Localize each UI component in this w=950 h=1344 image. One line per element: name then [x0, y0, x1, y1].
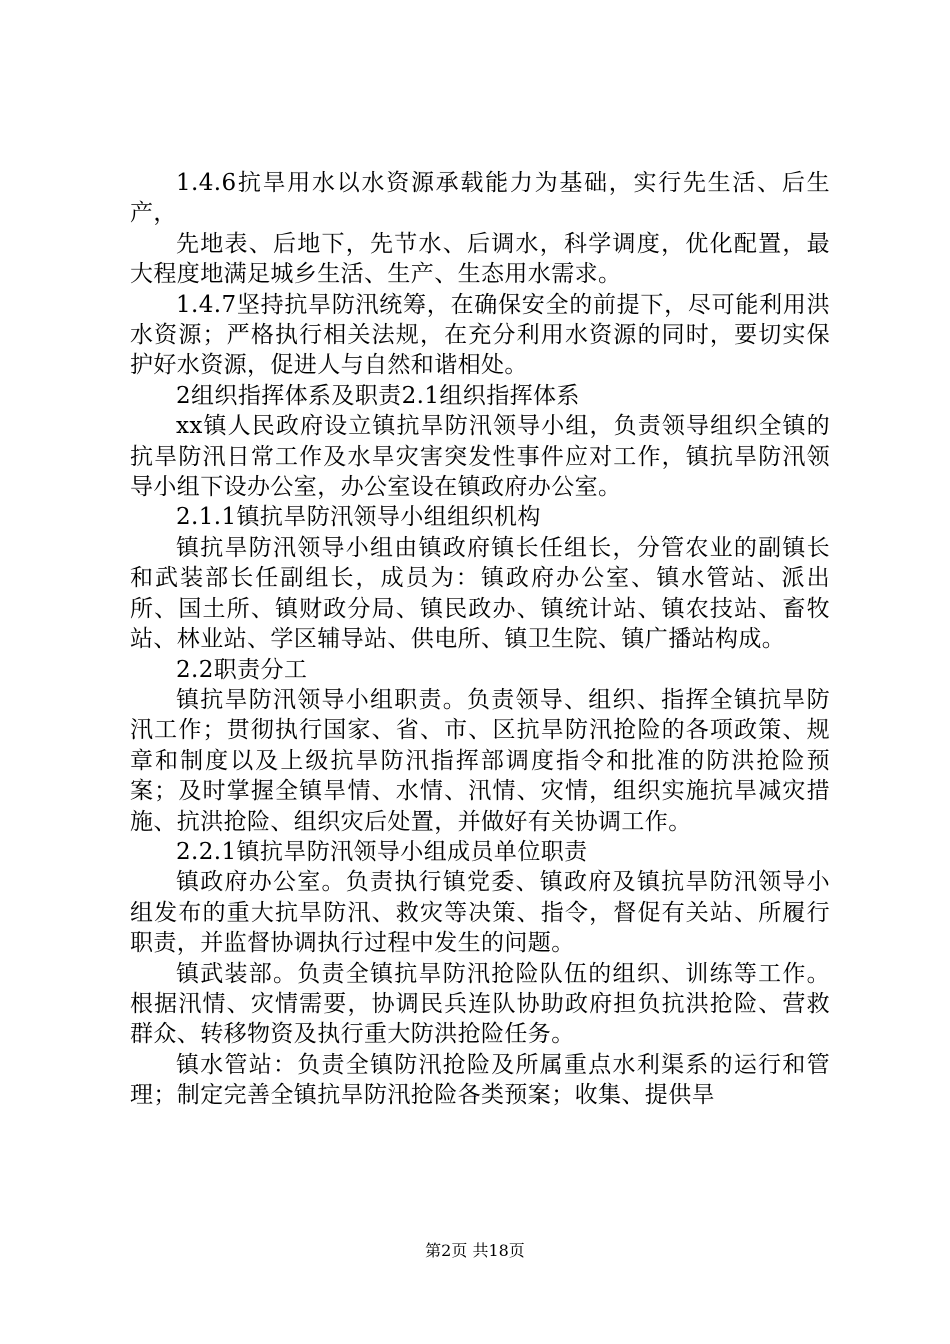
paragraph-9: 镇抗旱防汛领导小组职责。负责领导、组织、指挥全镇抗旱防汛工作；贯彻执行国家、省、市、区抗旱防汛抢险的各项政策、规章和制度以及上级抗旱防汛指挥部调度指令和批准的防洪抢险预案；及时掌握全镇旱情、水情、汛情、灾情，组织实施抗旱减灾措施、抗洪抢险、组织灾后处置，并做好有关协调工作。	[130, 686, 830, 835]
section-heading-2: 2组织指挥体系及职责2.1组织指挥体系	[176, 382, 580, 409]
paragraph-7: 镇抗旱防汛领导小组由镇政府镇长任组长，分管农业的副镇长和武装部长任副组长，成员为：镇政府办公室、镇水管站、派出所、国土所、镇财政分局、镇民政办、镇统计站、镇农技站、畜牧站、林业站、学区辅导站、供电所、镇卫生院、镇广播站构成。	[130, 534, 830, 653]
page-number-footer: 第2页 共18页	[425, 1241, 525, 1260]
paragraph-13: 镇水管站：负责全镇防汛抢险及所属重点水利渠系的运行和管理；制定完善全镇抗旱防汛抢险各类预案；收集、提供旱	[130, 1051, 830, 1109]
paragraph-1: 1.4.6抗旱用水以水资源承载能力为基础，实行先生活、后生产，	[130, 170, 830, 227]
section-heading-2-2: 2.2职责分工	[176, 656, 308, 683]
section-heading-2-1-1: 2.1.1镇抗旱防汛领导小组组织机构	[176, 504, 541, 531]
paragraph-11: 镇政府办公室。负责执行镇党委、镇政府及镇抗旱防汛领导小组发布的重大抗旱防汛、救灾等决策、指令，督促有关站、所履行职责，并监督协调执行过程中发生的问题。	[130, 869, 830, 957]
paragraph-3: 1.4.7坚持抗旱防汛统筹，在确保安全的前提下，尽可能利用洪水资源；严格执行相关法规，在充分利用水资源的同时，要切实保护好水资源，促进人与自然和谐相处。	[130, 291, 830, 379]
paragraph-2: 先地表、后地下，先节水、后调水，科学调度，优化配置，最大程度地满足城乡生活、生产、生态用水需求。	[130, 230, 830, 288]
paragraph-12: 镇武装部。负责全镇抗旱防汛抢险队伍的组织、训练等工作。根据汛情、灾情需要，协调民兵连队协助政府担负抗洪抢险、营救群众、转移物资及执行重大防洪抢险任务。	[130, 960, 830, 1048]
section-heading-2-2-1: 2.2.1镇抗旱防汛领导小组成员单位职责	[176, 838, 588, 865]
paragraph-5: xx镇人民政府设立镇抗旱防汛领导小组，负责领导组织全镇的抗旱防汛日常工作及水旱灾害突发性事件应对工作，镇抗旱防汛领导小组下设办公室，办公室设在镇政府办公室。	[130, 413, 830, 501]
document-body	[130, 168, 830, 1111]
